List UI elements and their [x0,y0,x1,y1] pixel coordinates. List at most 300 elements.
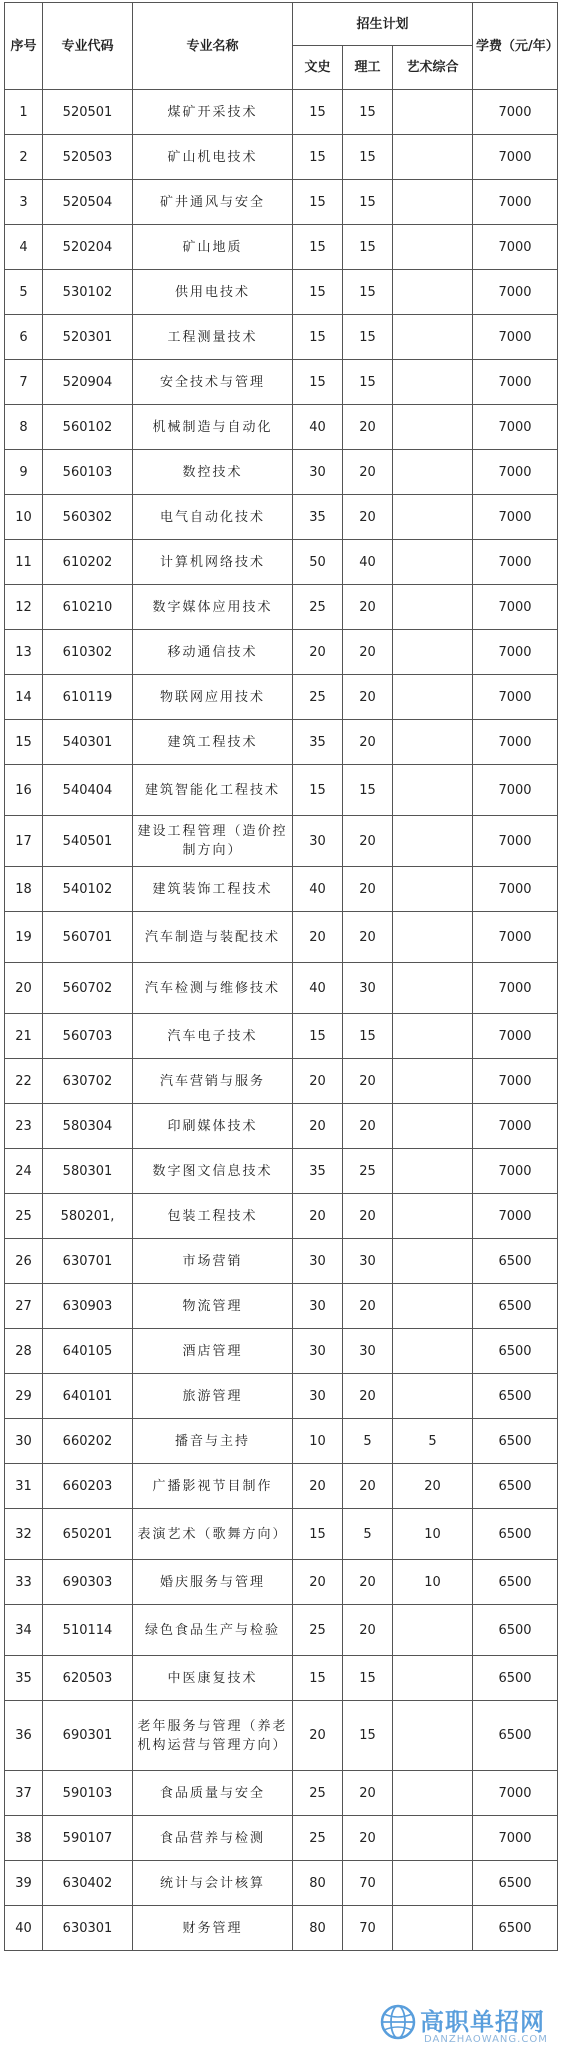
cell-code: 560302 [43,495,133,540]
cell-code: 650201 [43,1509,133,1560]
cell-ligong: 20 [343,1560,393,1605]
cell-code: 560703 [43,1014,133,1059]
header-yishu: 艺术综合 [393,46,473,90]
cell-ligong: 20 [343,630,393,675]
cell-yishu [393,1194,473,1239]
table-row [5,1816,558,1861]
cell-fee: 7000 [473,912,558,963]
cell-wenshi: 30 [293,1374,343,1419]
cell-ligong: 15 [343,135,393,180]
cell-yishu [393,1906,473,1951]
cell-name: 矿井通风与安全 [133,180,293,225]
cell-code: 520904 [43,360,133,405]
cell-wenshi: 15 [293,765,343,816]
cell-yishu [393,720,473,765]
cell-yishu [393,90,473,135]
cell-name: 供用电技术 [133,270,293,315]
cell-fee: 6500 [473,1605,558,1656]
cell-code: 620503 [43,1656,133,1701]
cell-ligong: 20 [343,1605,393,1656]
cell-ligong: 70 [343,1906,393,1951]
cell-ligong: 15 [343,1014,393,1059]
cell-name: 建设工程管理（造价控制方向） [133,816,293,867]
table-row [5,765,558,816]
cell-seq: 8 [5,405,43,450]
cell-ligong: 20 [343,450,393,495]
cell-wenshi: 80 [293,1861,343,1906]
cell-yishu [393,1656,473,1701]
cell-wenshi: 30 [293,450,343,495]
globe-logo-icon [378,2000,422,2044]
cell-code: 540501 [43,816,133,867]
cell-yishu [393,1816,473,1861]
cell-wenshi: 20 [293,1560,343,1605]
table-row [5,963,558,1014]
cell-ligong: 15 [343,765,393,816]
cell-name: 印刷媒体技术 [133,1104,293,1149]
cell-fee: 7000 [473,1059,558,1104]
table-row [5,1014,558,1059]
cell-seq: 20 [5,963,43,1014]
cell-seq: 5 [5,270,43,315]
cell-yishu [393,816,473,867]
cell-yishu: 5 [393,1419,473,1464]
cell-wenshi: 30 [293,1284,343,1329]
cell-wenshi: 35 [293,1149,343,1194]
cell-seq: 31 [5,1464,43,1509]
watermark [378,2000,553,2052]
cell-ligong: 15 [343,1656,393,1701]
cell-seq: 18 [5,867,43,912]
cell-name: 建筑工程技术 [133,720,293,765]
cell-ligong: 20 [343,1194,393,1239]
cell-code: 660202 [43,1419,133,1464]
cell-seq: 3 [5,180,43,225]
cell-wenshi: 50 [293,540,343,585]
cell-fee: 6500 [473,1419,558,1464]
table-row [5,540,558,585]
cell-fee: 7000 [473,1771,558,1816]
cell-name: 汽车营销与服务 [133,1059,293,1104]
cell-name: 电气自动化技术 [133,495,293,540]
cell-fee: 6500 [473,1239,558,1284]
table-row [5,495,558,540]
table-row [5,1861,558,1906]
cell-fee: 6500 [473,1656,558,1701]
cell-wenshi: 20 [293,1104,343,1149]
table-row [5,180,558,225]
cell-wenshi: 35 [293,720,343,765]
cell-yishu [393,1059,473,1104]
cell-fee: 7000 [473,360,558,405]
cell-seq: 19 [5,912,43,963]
cell-name: 煤矿开采技术 [133,90,293,135]
cell-fee: 7000 [473,630,558,675]
header-plan: 招生计划 [293,3,473,46]
cell-yishu [393,765,473,816]
cell-name: 食品营养与检测 [133,1816,293,1861]
cell-code: 690301 [43,1701,133,1771]
header-fee: 学费（元/年） [473,3,558,90]
table-row [5,720,558,765]
table-row [5,405,558,450]
cell-seq: 32 [5,1509,43,1560]
cell-name: 食品质量与安全 [133,1771,293,1816]
cell-code: 560103 [43,450,133,495]
table-row [5,1906,558,1951]
cell-fee: 7000 [473,1149,558,1194]
cell-code: 610210 [43,585,133,630]
cell-name: 安全技术与管理 [133,360,293,405]
cell-name: 物联网应用技术 [133,675,293,720]
cell-yishu [393,270,473,315]
table-row [5,1701,558,1771]
cell-fee: 6500 [473,1701,558,1771]
cell-yishu [393,180,473,225]
cell-name: 数字图文信息技术 [133,1149,293,1194]
table-row [5,90,558,135]
cell-seq: 23 [5,1104,43,1149]
cell-ligong: 15 [343,1701,393,1771]
cell-ligong: 20 [343,1374,393,1419]
cell-code: 580201, [43,1194,133,1239]
cell-code: 530102 [43,270,133,315]
cell-ligong: 15 [343,90,393,135]
cell-wenshi: 40 [293,867,343,912]
cell-seq: 12 [5,585,43,630]
cell-code: 690303 [43,1560,133,1605]
cell-fee: 7000 [473,675,558,720]
cell-ligong: 20 [343,1104,393,1149]
cell-code: 560702 [43,963,133,1014]
cell-fee: 7000 [473,180,558,225]
cell-wenshi: 15 [293,360,343,405]
cell-seq: 25 [5,1194,43,1239]
cell-wenshi: 25 [293,585,343,630]
cell-seq: 36 [5,1701,43,1771]
cell-name: 机械制造与自动化 [133,405,293,450]
table-row [5,816,558,867]
cell-code: 610202 [43,540,133,585]
header-code: 专业代码 [43,3,133,90]
cell-code: 560701 [43,912,133,963]
cell-name: 矿山地质 [133,225,293,270]
cell-name: 移动通信技术 [133,630,293,675]
cell-code: 630301 [43,1906,133,1951]
cell-seq: 37 [5,1771,43,1816]
cell-name: 婚庆服务与管理 [133,1560,293,1605]
header-name: 专业名称 [133,3,293,90]
cell-seq: 39 [5,1861,43,1906]
cell-ligong: 20 [343,912,393,963]
cell-name: 市场营销 [133,1239,293,1284]
watermark-brand: 高职单招网 [420,2008,545,2036]
cell-yishu: 10 [393,1509,473,1560]
cell-seq: 29 [5,1374,43,1419]
cell-fee: 7000 [473,495,558,540]
cell-wenshi: 15 [293,90,343,135]
cell-wenshi: 25 [293,1816,343,1861]
cell-wenshi: 20 [293,1059,343,1104]
table-row [5,450,558,495]
cell-seq: 22 [5,1059,43,1104]
cell-seq: 11 [5,540,43,585]
cell-fee: 6500 [473,1374,558,1419]
cell-seq: 33 [5,1560,43,1605]
cell-fee: 7000 [473,315,558,360]
cell-name: 汽车检测与维修技术 [133,963,293,1014]
cell-yishu [393,1861,473,1906]
cell-yishu [393,315,473,360]
cell-wenshi: 15 [293,270,343,315]
cell-ligong: 30 [343,1329,393,1374]
cell-ligong: 15 [343,180,393,225]
cell-yishu [393,585,473,630]
cell-name: 绿色食品生产与检验 [133,1605,293,1656]
cell-ligong: 5 [343,1419,393,1464]
cell-yishu [393,135,473,180]
cell-wenshi: 20 [293,1194,343,1239]
table-row [5,1329,558,1374]
cell-ligong: 20 [343,720,393,765]
table-row [5,1194,558,1239]
watermark-domain: DANZHAOWANG.COM [424,2034,548,2045]
cell-wenshi: 30 [293,1239,343,1284]
cell-seq: 28 [5,1329,43,1374]
cell-name: 工程测量技术 [133,315,293,360]
cell-name: 建筑智能化工程技术 [133,765,293,816]
cell-code: 520501 [43,90,133,135]
cell-ligong: 15 [343,270,393,315]
cell-yishu [393,867,473,912]
enrollment-plan-table [4,2,558,1951]
cell-fee: 6500 [473,1906,558,1951]
cell-ligong: 30 [343,1239,393,1284]
cell-name: 财务管理 [133,1906,293,1951]
cell-seq: 38 [5,1816,43,1861]
cell-name: 广播影视节目制作 [133,1464,293,1509]
cell-name: 数字媒体应用技术 [133,585,293,630]
cell-fee: 6500 [473,1464,558,1509]
cell-code: 520204 [43,225,133,270]
cell-yishu [393,1329,473,1374]
cell-code: 540404 [43,765,133,816]
cell-fee: 7000 [473,270,558,315]
cell-code: 590107 [43,1816,133,1861]
cell-wenshi: 15 [293,1014,343,1059]
cell-code: 630903 [43,1284,133,1329]
cell-yishu [393,540,473,585]
cell-seq: 26 [5,1239,43,1284]
cell-fee: 7000 [473,1194,558,1239]
table-row [5,1239,558,1284]
cell-wenshi: 15 [293,180,343,225]
cell-fee: 6500 [473,1509,558,1560]
cell-wenshi: 25 [293,675,343,720]
cell-yishu: 10 [393,1560,473,1605]
cell-seq: 13 [5,630,43,675]
cell-fee: 7000 [473,1104,558,1149]
cell-ligong: 20 [343,585,393,630]
cell-wenshi: 20 [293,1701,343,1771]
cell-code: 580301 [43,1149,133,1194]
cell-ligong: 20 [343,405,393,450]
cell-yishu [393,1284,473,1329]
enrollment-table-container [4,2,557,1951]
cell-wenshi: 30 [293,1329,343,1374]
cell-seq: 1 [5,90,43,135]
table-row [5,135,558,180]
cell-code: 520504 [43,180,133,225]
cell-fee: 7000 [473,720,558,765]
cell-yishu [393,1149,473,1194]
cell-yishu [393,1014,473,1059]
cell-yishu [393,360,473,405]
table-row [5,1560,558,1605]
cell-seq: 6 [5,315,43,360]
cell-fee: 7000 [473,135,558,180]
cell-seq: 34 [5,1605,43,1656]
cell-code: 610302 [43,630,133,675]
cell-fee: 7000 [473,225,558,270]
table-row [5,1656,558,1701]
table-row [5,1149,558,1194]
cell-code: 580304 [43,1104,133,1149]
cell-wenshi: 20 [293,912,343,963]
cell-ligong: 20 [343,816,393,867]
header-ligong: 理工 [343,46,393,90]
cell-wenshi: 80 [293,1906,343,1951]
cell-wenshi: 25 [293,1771,343,1816]
cell-yishu [393,1239,473,1284]
cell-wenshi: 10 [293,1419,343,1464]
cell-wenshi: 25 [293,1605,343,1656]
cell-code: 640101 [43,1374,133,1419]
table-row [5,1605,558,1656]
cell-code: 560102 [43,405,133,450]
cell-ligong: 20 [343,867,393,912]
cell-yishu [393,495,473,540]
cell-yishu [393,1701,473,1771]
cell-wenshi: 20 [293,1464,343,1509]
cell-wenshi: 15 [293,1656,343,1701]
cell-yishu [393,405,473,450]
cell-ligong: 15 [343,315,393,360]
cell-yishu [393,225,473,270]
table-row [5,1059,558,1104]
cell-seq: 16 [5,765,43,816]
table-row [5,315,558,360]
table-row [5,360,558,405]
cell-ligong: 5 [343,1509,393,1560]
cell-name: 酒店管理 [133,1329,293,1374]
cell-seq: 9 [5,450,43,495]
table-row [5,585,558,630]
cell-yishu [393,675,473,720]
cell-code: 520503 [43,135,133,180]
table-row [5,867,558,912]
cell-yishu [393,1374,473,1419]
cell-yishu [393,630,473,675]
cell-name: 矿山机电技术 [133,135,293,180]
table-body [5,90,558,1951]
cell-seq: 7 [5,360,43,405]
cell-fee: 6500 [473,1284,558,1329]
cell-wenshi: 30 [293,816,343,867]
cell-wenshi: 15 [293,315,343,360]
cell-ligong: 20 [343,1816,393,1861]
table-row [5,1771,558,1816]
table-row [5,270,558,315]
cell-yishu [393,1771,473,1816]
header-seq: 序号 [5,3,43,90]
cell-name: 中医康复技术 [133,1656,293,1701]
header-row-1 [5,3,558,46]
cell-name: 数控技术 [133,450,293,495]
cell-fee: 7000 [473,90,558,135]
table-row [5,1104,558,1149]
cell-name: 老年服务与管理（养老机构运营与管理方向） [133,1701,293,1771]
cell-fee: 6500 [473,1861,558,1906]
cell-wenshi: 15 [293,135,343,180]
cell-code: 590103 [43,1771,133,1816]
cell-code: 640105 [43,1329,133,1374]
cell-ligong: 15 [343,225,393,270]
cell-code: 630701 [43,1239,133,1284]
table-row [5,1284,558,1329]
cell-ligong: 40 [343,540,393,585]
cell-fee: 7000 [473,1014,558,1059]
cell-seq: 27 [5,1284,43,1329]
cell-seq: 40 [5,1906,43,1951]
cell-name: 统计与会计核算 [133,1861,293,1906]
cell-yishu [393,1605,473,1656]
cell-yishu [393,963,473,1014]
cell-seq: 2 [5,135,43,180]
cell-seq: 15 [5,720,43,765]
table-row [5,630,558,675]
cell-ligong: 20 [343,1771,393,1816]
cell-fee: 7000 [473,867,558,912]
cell-yishu [393,912,473,963]
table-row [5,675,558,720]
cell-fee: 7000 [473,585,558,630]
cell-seq: 24 [5,1149,43,1194]
cell-seq: 21 [5,1014,43,1059]
cell-seq: 35 [5,1656,43,1701]
cell-ligong: 20 [343,1059,393,1104]
cell-name: 计算机网络技术 [133,540,293,585]
table-row [5,1509,558,1560]
cell-fee: 7000 [473,450,558,495]
cell-name: 包装工程技术 [133,1194,293,1239]
cell-code: 630402 [43,1861,133,1906]
cell-ligong: 20 [343,495,393,540]
cell-wenshi: 15 [293,225,343,270]
cell-wenshi: 15 [293,1509,343,1560]
cell-fee: 7000 [473,405,558,450]
cell-wenshi: 40 [293,405,343,450]
cell-seq: 30 [5,1419,43,1464]
cell-fee: 6500 [473,1560,558,1605]
cell-code: 540301 [43,720,133,765]
cell-ligong: 20 [343,675,393,720]
cell-code: 610119 [43,675,133,720]
table-row [5,912,558,963]
table-row [5,1374,558,1419]
table-row [5,225,558,270]
cell-ligong: 70 [343,1861,393,1906]
